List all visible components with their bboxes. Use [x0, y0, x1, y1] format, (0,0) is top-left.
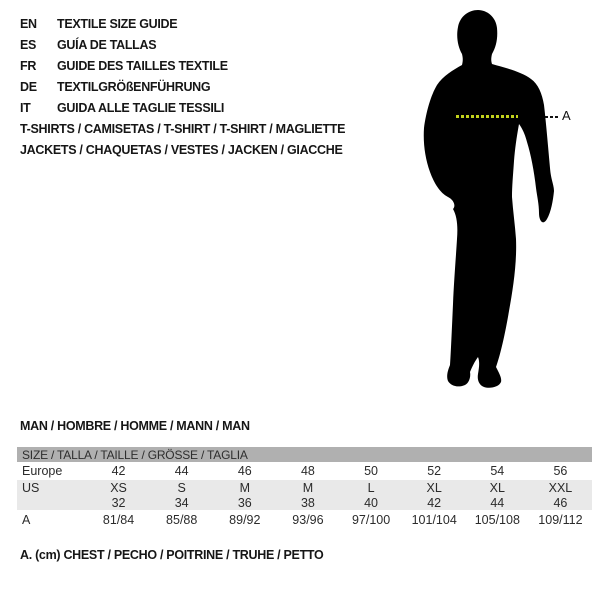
size-cell: 46 — [553, 495, 568, 510]
language-guide-title: TEXTILE SIZE GUIDE — [57, 16, 178, 31]
size-cell: 81/84 — [102, 512, 135, 527]
size-cell: 56 — [553, 464, 568, 478]
size-cell: 101/104 — [411, 512, 457, 527]
size-cell: L — [367, 480, 375, 495]
language-code: IT — [20, 100, 31, 115]
size-row-chest-a — [17, 510, 592, 529]
measure-label-a: A — [562, 108, 571, 123]
measure-extension-dash-line — [545, 116, 560, 118]
size-cell: 109/112 — [538, 512, 583, 527]
size-table-header: SIZE / TALLA / TAILLE / GRÖSSE / TAGLIA — [17, 447, 592, 462]
size-cell: XS — [110, 480, 127, 495]
size-cell: 48 — [300, 464, 315, 478]
size-cell: 38 — [300, 495, 315, 510]
size-cell: 46 — [237, 464, 252, 478]
size-cell: 52 — [427, 464, 442, 478]
size-cell: 34 — [174, 495, 189, 510]
size-cell: XL — [426, 480, 442, 495]
category-line-jackets: JACKETS / CHAQUETAS / VESTES / JACKEN / GIACCHE — [20, 143, 343, 157]
size-row-europe — [17, 462, 592, 480]
size-cell: 44 — [174, 464, 189, 478]
man-silhouette — [390, 0, 600, 400]
row-label: Europe — [22, 464, 63, 478]
man-silhouette-svg — [390, 0, 600, 400]
language-row-de — [20, 76, 228, 97]
size-cell: XL — [489, 480, 505, 495]
size-cell: 44 — [490, 495, 505, 510]
size-cell: 42 — [111, 464, 126, 478]
size-row-numeric — [17, 495, 592, 510]
language-guide-title: GUÍA DE TALLAS — [57, 37, 157, 52]
size-cell: M — [302, 480, 314, 495]
size-cell: 85/88 — [166, 512, 198, 527]
language-code: ES — [20, 37, 37, 52]
size-cell: 32 — [111, 495, 126, 510]
language-guide-title: GUIDE DES TAILLES TEXTILE — [57, 58, 228, 73]
size-table — [17, 447, 592, 529]
category-line-tshirts: T-SHIRTS / CAMISETAS / T-SHIRT / T-SHIRT / MAGLIETTE — [20, 122, 346, 136]
section-title-man: MAN / HOMBRE / HOMME / MANN / MAN — [20, 419, 250, 433]
language-code: FR — [20, 58, 37, 73]
language-guide-title: TEXTILGRÖßENFÜHRUNG — [57, 79, 211, 94]
size-cell: S — [177, 480, 186, 495]
language-guide-title: GUIDA ALLE TAGLIE TESSILI — [57, 100, 225, 115]
size-row-us — [17, 480, 592, 495]
row-label: US — [22, 480, 40, 495]
footnote-chest: A. (cm) CHEST / PECHO / POITRINE / TRUHE / PETTO — [20, 548, 324, 562]
size-cell: 36 — [237, 495, 252, 510]
size-cell: 93/96 — [292, 512, 324, 527]
size-cell: 50 — [364, 464, 379, 478]
size-cell: 97/100 — [351, 512, 391, 527]
chest-measure-dash-line — [456, 115, 518, 118]
language-row-fr — [20, 55, 228, 76]
category-list — [20, 119, 345, 161]
language-code: EN — [20, 16, 37, 31]
language-code: DE — [20, 79, 37, 94]
size-cell: XXL — [548, 480, 573, 495]
language-row-en — [20, 13, 228, 34]
language-row-it — [20, 97, 228, 118]
size-cell: 89/92 — [229, 512, 261, 527]
size-cell: 42 — [427, 495, 442, 510]
language-row-es — [20, 34, 228, 55]
size-cell: 105/108 — [474, 512, 520, 527]
row-label: A — [22, 512, 31, 527]
size-cell: M — [239, 480, 251, 495]
size-cell: 54 — [490, 464, 505, 478]
language-list — [20, 13, 228, 118]
size-cell: 40 — [364, 495, 379, 510]
